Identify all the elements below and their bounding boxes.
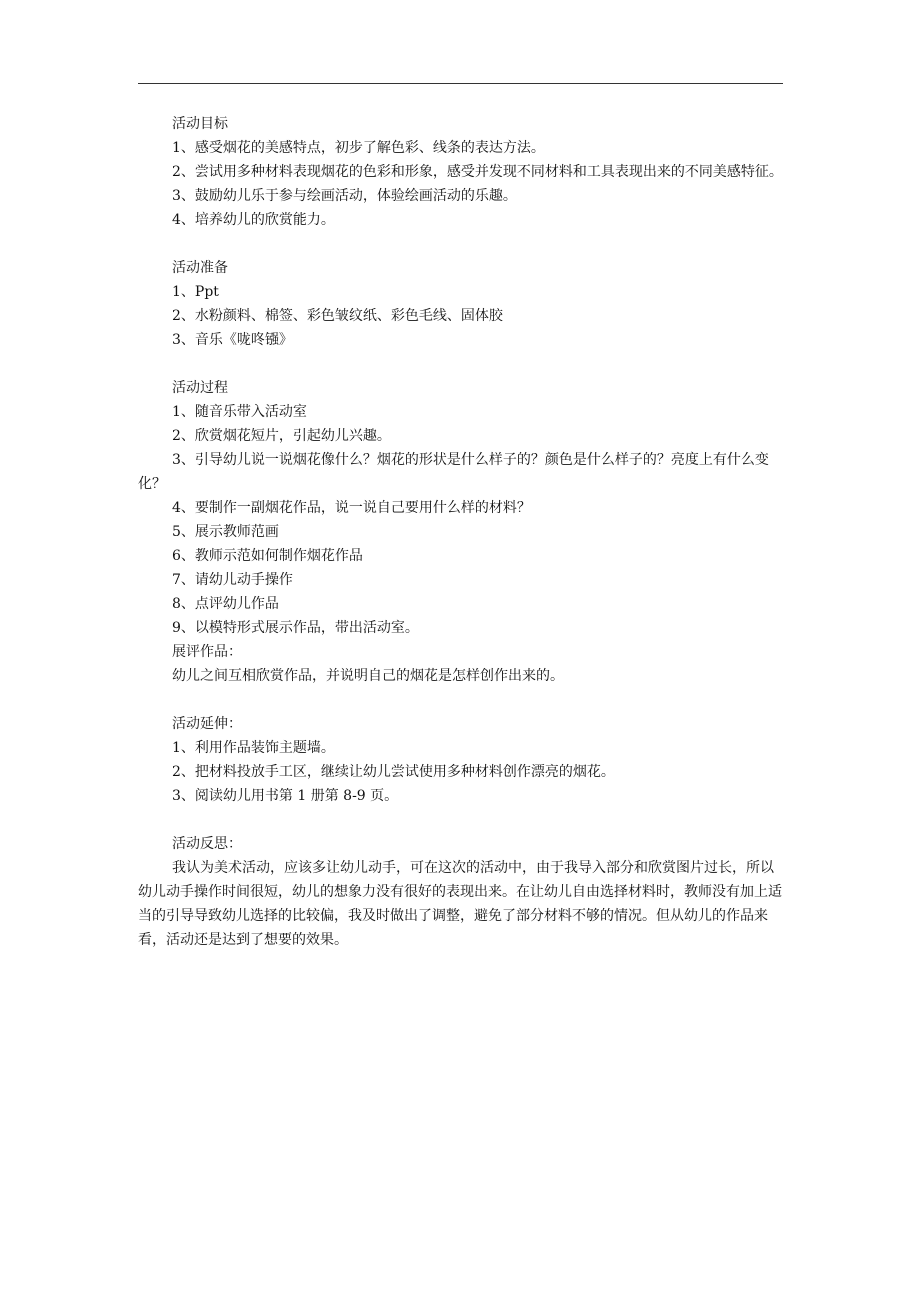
preparation-section bbox=[138, 256, 783, 352]
goals-item-4: 4、培养幼儿的欣赏能力。 bbox=[172, 212, 335, 228]
section-gap bbox=[138, 232, 783, 256]
preparation-item-2: 2、水粉颜料、棉签、彩色皱纹纸、彩色毛线、固体胶 bbox=[172, 308, 503, 324]
goals-item-1: 1、感受烟花的美感特点，初步了解色彩、线条的表达方法。 bbox=[172, 140, 545, 156]
reflection-heading: 活动反思： bbox=[172, 836, 242, 852]
document-body bbox=[138, 112, 783, 952]
process-item-8: 8、点评幼儿作品 bbox=[172, 596, 279, 612]
process-item-9: 9、以模特形式展示作品，带出活动室。 bbox=[172, 620, 419, 636]
extension-heading: 活动延伸： bbox=[172, 716, 242, 732]
goals-heading: 活动目标 bbox=[172, 116, 228, 132]
process-section bbox=[138, 376, 783, 688]
reflection-text: 我认为美术活动，应该多让幼儿动手，可在这次的活动中，由于我导入部分和欣赏图片过长，所以幼儿动手操作时间很短，幼儿的想象力没有很好的表现出来。在让幼儿自由选择材料时，教师没有加上适当的引导导致幼儿选择的比较偏，我及时做出了调整，避免了部分材料不够的情况。但从幼儿的作品来看，活动还是达到了想要的效果。 bbox=[138, 860, 782, 948]
extension-item-1: 1、利用作品装饰主题墙。 bbox=[172, 740, 335, 756]
review-heading: 展评作品： bbox=[172, 644, 242, 660]
process-item-4: 4、要制作一副烟花作品，说一说自己要用什么样的材料？ bbox=[172, 500, 531, 516]
process-item-7: 7、请幼儿动手操作 bbox=[172, 572, 293, 588]
extension-item-2: 2、把材料投放手工区，继续让幼儿尝试使用多种材料创作漂亮的烟花。 bbox=[172, 764, 615, 780]
preparation-item-1: 1、Ppt bbox=[172, 284, 219, 300]
goals-item-3: 3、鼓励幼儿乐于参与绘画活动，体验绘画活动的乐趣。 bbox=[172, 188, 517, 204]
section-gap bbox=[138, 808, 783, 832]
process-item-3: 3、引导幼儿说一说烟花像什么？烟花的形状是什么样子的？颜色是什么样子的？亮度上有什么变化？ bbox=[138, 452, 769, 492]
extension-section bbox=[138, 712, 783, 808]
goals-item-2: 2、尝试用多种材料表现烟花的色彩和形象，感受并发现不同材料和工具表现出来的不同美感特征。 bbox=[172, 164, 783, 180]
header-rule bbox=[138, 83, 783, 84]
section-gap bbox=[138, 688, 783, 712]
process-heading: 活动过程 bbox=[172, 380, 228, 396]
process-item-1: 1、随音乐带入活动室 bbox=[172, 404, 307, 420]
extension-item-3: 3、阅读幼儿用书第 1 册第 8-9 页。 bbox=[172, 788, 399, 804]
section-gap bbox=[138, 352, 783, 376]
goals-section bbox=[138, 112, 783, 232]
preparation-heading: 活动准备 bbox=[172, 260, 228, 276]
review-text: 幼儿之间互相欣赏作品，并说明自己的烟花是怎样创作出来的。 bbox=[172, 668, 564, 684]
reflection-section bbox=[138, 832, 783, 952]
preparation-item-3: 3、音乐《咙咚镪》 bbox=[172, 332, 293, 348]
process-item-6: 6、教师示范如何制作烟花作品 bbox=[172, 548, 363, 564]
process-item-2: 2、欣赏烟花短片，引起幼儿兴趣。 bbox=[172, 428, 391, 444]
process-item-5: 5、展示教师范画 bbox=[172, 524, 279, 540]
